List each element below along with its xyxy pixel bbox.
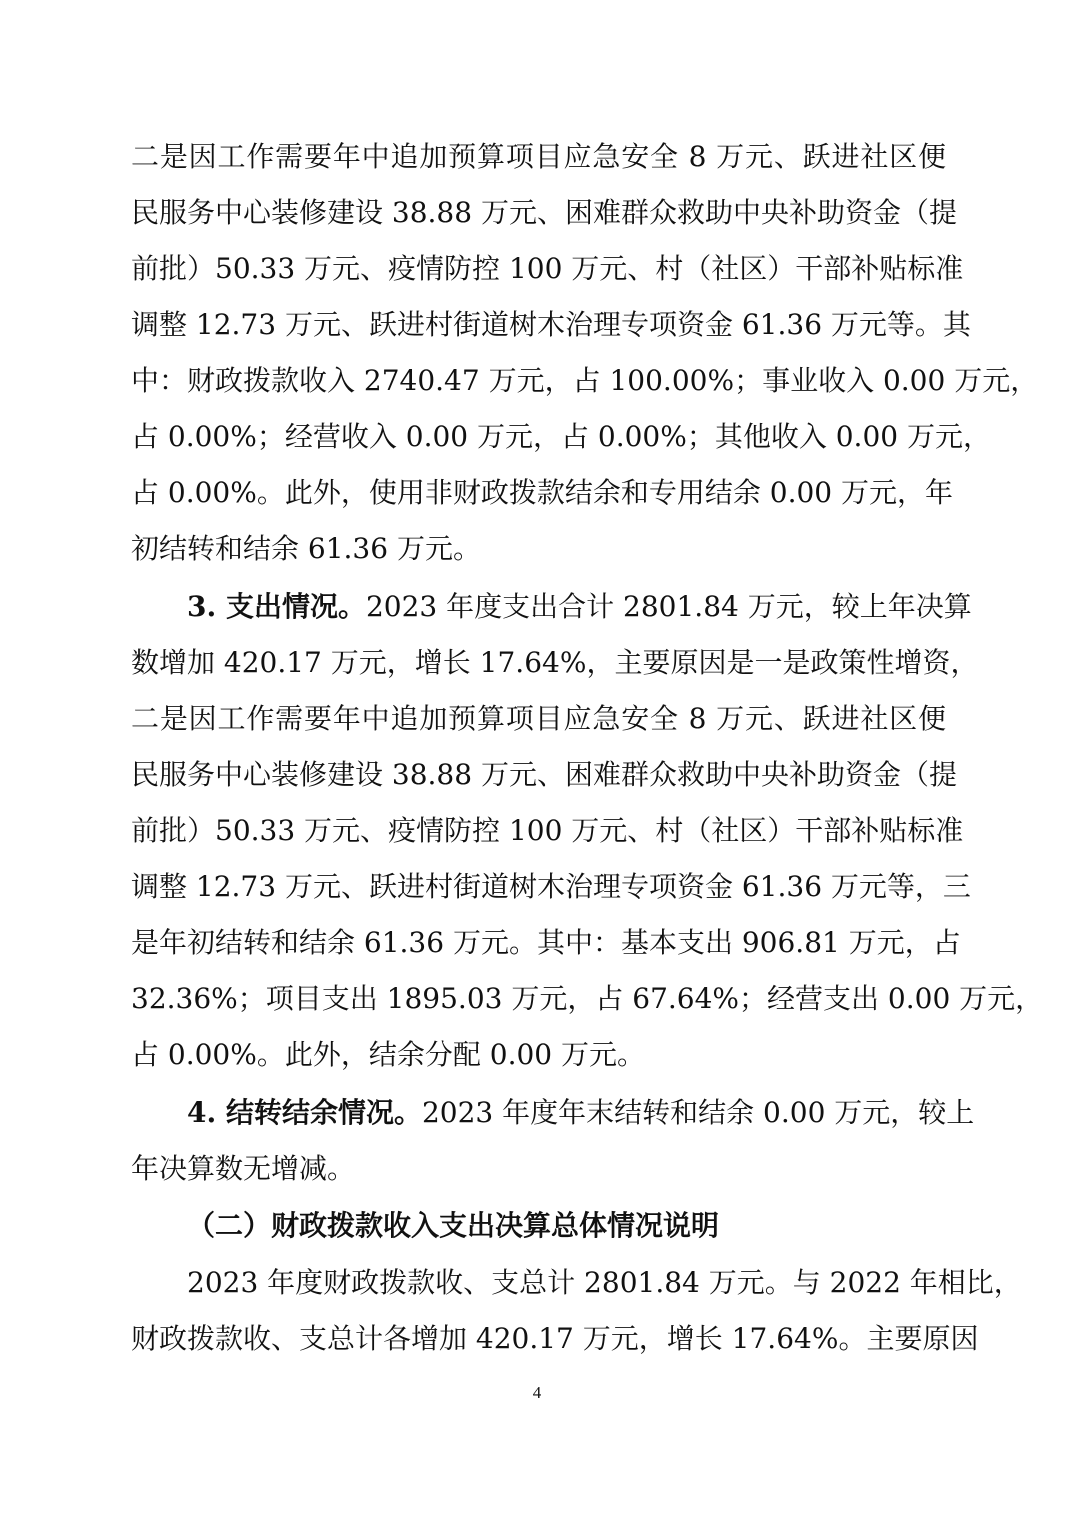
text-line: 32.36%；项目支出 1895.03 万元，占 67.64%；经营支出 0.00 万元， xyxy=(131,982,1044,1015)
text-line: 财政拨款收、支总计各增加 420.17 万元，增长 17.64%。主要原因 xyxy=(131,1322,979,1355)
text-span: 2023 年度年末结转和结余 0.00 万元，较上 xyxy=(421,1096,975,1129)
paragraph-first-line xyxy=(187,587,972,627)
text-line: 占 0.00%。此外，使用非财政拨款结余和专用结余 0.00 万元，年 xyxy=(131,476,953,509)
text-line: 民服务中心装修建设 38.88 万元、困难群众救助中央补助资金（提 xyxy=(131,758,957,791)
paragraph-first-line xyxy=(187,1093,975,1133)
text-line: 民服务中心装修建设 38.88 万元、困难群众救助中央补助资金（提 xyxy=(131,196,957,229)
paragraph-first-line: 2023 年度财政拨款收、支总计 2801.84 万元。与 2022 年相比， xyxy=(187,1266,1022,1299)
text-line: 占 0.00%。此外，结余分配 0.00 万元。 xyxy=(131,1038,645,1071)
text-line: 二是因工作需要年中追加预算项目应急安全 8 万元、跃进社区便 xyxy=(131,140,946,173)
text-line: 前批）50.33 万元、疫情防控 100 万元、村（社区）干部补贴标准 xyxy=(131,252,964,285)
text-line: 占 0.00%；经营收入 0.00 万元，占 0.00%；其他收入 0.00 万元， xyxy=(131,420,991,453)
text-line: 调整 12.73 万元、跃进村街道树木治理专项资金 61.36 万元等。其 xyxy=(131,308,971,341)
item-heading: 3. 支出情况。 xyxy=(187,590,366,623)
text-line: 调整 12.73 万元、跃进村街道树木治理专项资金 61.36 万元等，三 xyxy=(131,870,971,903)
text-line: 是年初结转和结余 61.36 万元。其中：基本支出 906.81 万元，占 xyxy=(131,926,961,959)
text-line: 年决算数无增减。 xyxy=(131,1152,356,1185)
page-number: 4 xyxy=(532,1383,542,1402)
text-span: 2023 年度支出合计 2801.84 万元，较上年决算 xyxy=(365,590,972,623)
item-heading: 4. 结转结余情况。 xyxy=(187,1096,422,1129)
section-heading: （二）财政拨款收入支出决算总体情况说明 xyxy=(187,1209,720,1242)
text-line: 数增加 420.17 万元，增长 17.64%，主要原因是一是政策性增资， xyxy=(131,646,979,679)
text-line: 二是因工作需要年中追加预算项目应急安全 8 万元、跃进社区便 xyxy=(131,702,946,735)
text-line: 前批）50.33 万元、疫情防控 100 万元、村（社区）干部补贴标准 xyxy=(131,814,964,847)
text-line: 中：财政拨款收入 2740.47 万元，占 100.00%；事业收入 0.00 万元， xyxy=(131,364,1039,397)
text-line: 初结转和结余 61.36 万元。 xyxy=(131,532,481,565)
